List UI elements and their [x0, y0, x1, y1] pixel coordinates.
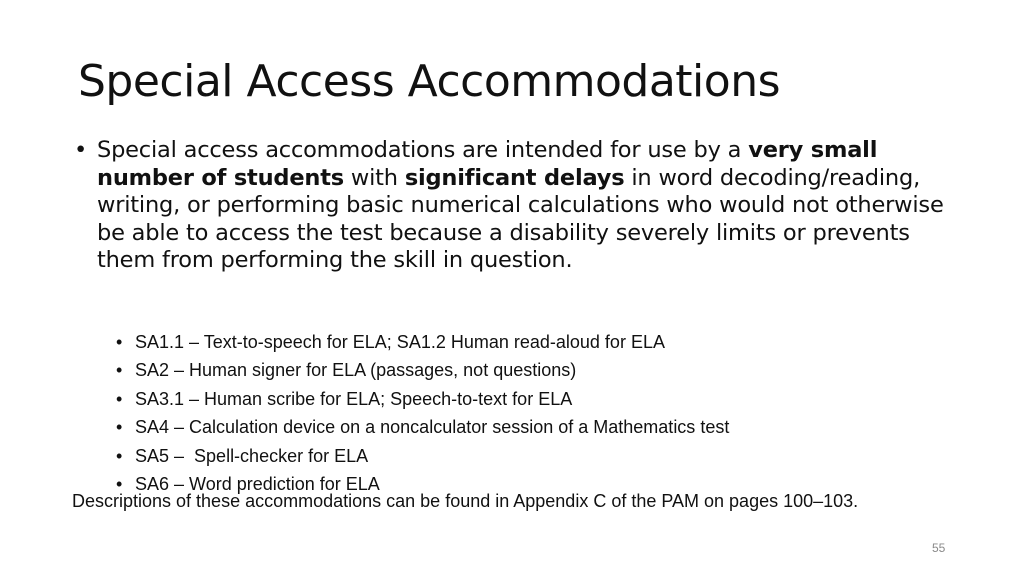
list-item [116, 442, 729, 470]
bullet-marker: • [116, 445, 123, 466]
bullet-marker: • [116, 360, 123, 381]
accommodation-list [116, 328, 729, 498]
list-item-text: SA1.1 – Text-to-speech for ELA; SA1.2 Human read-aloud for ELA [135, 332, 665, 352]
bullet-marker: • [116, 417, 123, 438]
page-number: 55 [932, 541, 946, 555]
list-item [116, 413, 729, 441]
bullet-marker: • [116, 473, 123, 494]
list-item [116, 328, 729, 356]
main-bullet-part2: with [343, 164, 405, 191]
bullet-marker: • [116, 332, 123, 352]
list-item-text: SA3.1 – Human scribe for ELA; Speech-to-text for ELA [135, 388, 573, 409]
main-bullet-bold2: significant delays [404, 164, 625, 191]
list-item [116, 356, 729, 384]
main-bullet-part3: in word decoding/reading, writing, or performing basic numerical calculations who would not otherwise be able to access the test because a disability severely limits or prevents them from performing the skill in question. [97, 164, 944, 274]
main-bullet-bold1: very small number of students [97, 137, 878, 191]
list-item [116, 385, 729, 413]
list-item-text: SA6 – Word prediction for ELA [135, 473, 380, 494]
list-item-text: SA2 – Human signer for ELA (passages, not questions) [135, 360, 577, 381]
main-bullet-text [97, 137, 954, 275]
main-bullet-part1: Special access accommodations are intended for use by a [97, 137, 749, 163]
slide-title: Special Access Accommodations [78, 56, 781, 107]
footnote: Descriptions of these accommodations can be found in Appendix C of the PAM on pages 100–103. [72, 491, 859, 511]
bullet-marker: • [74, 137, 88, 163]
list-item-text: SA4 – Calculation device on a noncalculator session of a Mathematics test [135, 417, 730, 438]
list-item-text: SA5 – Spell-checker for ELA [135, 445, 369, 466]
bullet-marker: • [116, 388, 123, 409]
main-bullet [74, 137, 954, 275]
